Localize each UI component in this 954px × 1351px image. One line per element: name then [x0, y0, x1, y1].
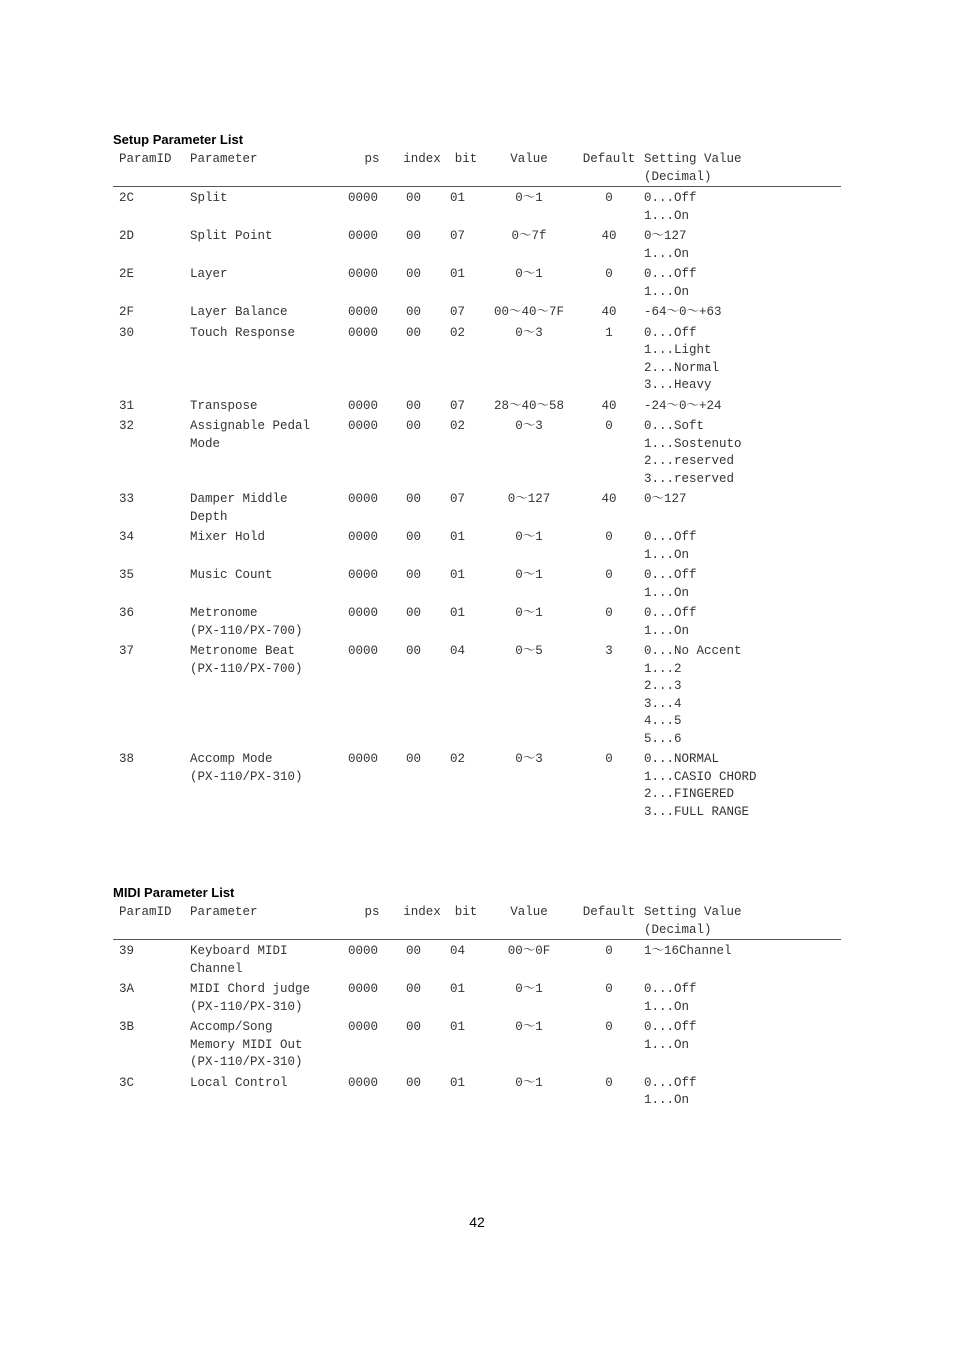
cell-paramid: 35	[119, 568, 135, 582]
cell-ps: 0000	[348, 644, 379, 658]
cell-setting-value: 0...Off 1...On	[644, 1075, 697, 1107]
cell-index: 00	[406, 606, 422, 620]
page-number: 42	[469, 1214, 485, 1230]
cell-setting-value: 0...Off 1...On	[644, 568, 697, 600]
cell-default: 1	[605, 325, 613, 340]
cell-parameter: Layer	[190, 267, 228, 281]
cell-setting-value: 1～16Channel	[644, 944, 732, 958]
table-row	[113, 640, 841, 748]
cell-bit: 02	[450, 752, 466, 766]
cell-default: 0	[605, 530, 613, 544]
cell-ps: 0000	[348, 1075, 379, 1090]
cell-ps: 0000	[348, 1020, 379, 1034]
cell-parameter: Music Count	[190, 568, 273, 582]
header-paramid: ParamID	[113, 902, 190, 940]
cell-parameter: Transpose	[190, 398, 258, 413]
cell-bit: 07	[450, 492, 466, 506]
cell-setting-value: 0...NORMAL 1...CASIO CHORD 2...FINGERED 3...FULL RANGE	[644, 752, 757, 819]
cell-bit: 01	[450, 606, 466, 620]
cell-default: 0	[605, 191, 613, 205]
cell-ps: 0000	[348, 191, 379, 205]
cell-value: 0～1	[515, 191, 543, 205]
cell-ps: 0000	[348, 568, 379, 582]
cell-value: 0～1	[515, 1020, 543, 1034]
cell-paramid: 30	[119, 325, 135, 340]
cell-parameter: MIDI Chord judge (PX-110/PX-310)	[190, 982, 311, 1014]
cell-ps: 0000	[348, 944, 379, 958]
table-header-row	[113, 149, 841, 187]
table-row	[113, 940, 841, 979]
cell-ps: 0000	[348, 606, 379, 620]
header-parameter: Parameter	[190, 902, 348, 940]
cell-bit: 04	[450, 644, 466, 658]
cell-ps: 0000	[348, 325, 379, 340]
cell-parameter: Damper Middle Depth	[190, 492, 288, 524]
cell-index: 00	[406, 944, 422, 958]
cell-value: 0～1	[515, 1075, 543, 1090]
cell-setting-value: -24～0～+24	[644, 398, 722, 413]
cell-paramid: 3A	[119, 982, 135, 996]
cell-ps: 0000	[348, 419, 379, 433]
table-row	[113, 415, 841, 488]
cell-default: 40	[601, 305, 617, 319]
cell-ps: 0000	[348, 398, 379, 413]
table-row	[113, 225, 841, 263]
midi-parameter-table	[113, 902, 841, 1110]
cell-setting-value: 0...Off 1...On	[644, 982, 697, 1014]
table-row	[113, 1072, 841, 1110]
header-paramid: ParamID	[113, 149, 190, 187]
header-default: Default	[574, 902, 644, 940]
header-default: Default	[574, 149, 644, 187]
table-row	[113, 322, 841, 395]
cell-bit: 01	[450, 1020, 466, 1034]
cell-value: 28～40～58	[493, 398, 564, 413]
table-row	[113, 301, 841, 322]
cell-parameter: Local Control	[190, 1075, 288, 1090]
cell-index: 00	[406, 419, 422, 433]
cell-parameter: Touch Response	[190, 325, 296, 340]
cell-bit: 01	[450, 982, 466, 996]
header-value: Value	[484, 149, 574, 187]
cell-bit: 07	[450, 398, 466, 413]
cell-value: 0～5	[515, 644, 543, 658]
cell-paramid: 39	[119, 944, 135, 958]
cell-setting-value: 0...Off 1...On	[644, 267, 697, 299]
cell-setting-value: 0...Off 1...On	[644, 191, 697, 223]
cell-setting-value: 0...Off 1...On	[644, 530, 697, 562]
cell-parameter: Split	[190, 191, 228, 205]
cell-bit: 02	[450, 419, 466, 433]
cell-paramid: 2D	[119, 229, 135, 243]
cell-paramid: 38	[119, 752, 135, 766]
cell-parameter: Assignable Pedal Mode	[190, 419, 311, 451]
cell-paramid: 34	[119, 530, 135, 544]
cell-value: 0～127	[507, 492, 551, 506]
cell-default: 40	[601, 229, 617, 243]
table-row	[113, 488, 841, 526]
cell-bit: 01	[450, 267, 466, 281]
cell-paramid: 2F	[119, 305, 135, 319]
cell-index: 00	[406, 568, 422, 582]
cell-parameter: Accomp/Song Memory MIDI Out (PX-110/PX-310)	[190, 1020, 303, 1069]
cell-index: 00	[406, 191, 422, 205]
cell-default: 0	[605, 606, 613, 620]
setup-table-body	[113, 187, 841, 822]
cell-bit: 01	[450, 568, 466, 582]
header-index: index	[396, 902, 448, 940]
table-row	[113, 602, 841, 640]
cell-value: 0～7f	[511, 229, 547, 243]
cell-paramid: 32	[119, 419, 135, 433]
cell-paramid: 2E	[119, 267, 135, 281]
cell-ps: 0000	[348, 530, 379, 544]
cell-bit: 07	[450, 305, 466, 319]
cell-paramid: 2C	[119, 191, 135, 205]
cell-setting-value: 0～127	[644, 492, 687, 506]
header-index: index	[396, 149, 448, 187]
cell-ps: 0000	[348, 492, 379, 506]
cell-default: 0	[605, 982, 613, 996]
cell-bit: 01	[450, 191, 466, 205]
cell-setting-value: -64～0～+63	[644, 305, 722, 319]
cell-setting-value: 0...Off 1...Light 2...Normal 3...Heavy	[644, 325, 720, 392]
table-row	[113, 263, 841, 301]
cell-ps: 0000	[348, 752, 379, 766]
header-bit: bit	[448, 902, 484, 940]
cell-index: 00	[406, 305, 422, 319]
table-row	[113, 395, 841, 416]
cell-default: 0	[605, 267, 613, 281]
cell-paramid: 3C	[119, 1075, 135, 1090]
cell-parameter: Metronome Beat (PX-110/PX-700)	[190, 644, 303, 676]
table-row	[113, 978, 841, 1016]
cell-setting-value: 0～127 1...On	[644, 229, 690, 261]
table-header-row	[113, 902, 841, 940]
header-value: Value	[484, 902, 574, 940]
cell-default: 40	[601, 398, 617, 413]
cell-index: 00	[406, 492, 422, 506]
cell-default: 0	[605, 752, 613, 766]
setup-parameter-section	[113, 131, 841, 821]
cell-default: 0	[605, 419, 613, 433]
midi-section-title: MIDI Parameter List	[113, 885, 235, 900]
cell-value: 0～3	[515, 325, 543, 340]
cell-bit: 01	[450, 1075, 466, 1090]
header-bit: bit	[448, 149, 484, 187]
cell-default: 3	[605, 644, 613, 658]
cell-ps: 0000	[348, 267, 379, 281]
cell-index: 00	[406, 1075, 422, 1090]
cell-default: 0	[605, 568, 613, 582]
table-row	[113, 748, 841, 821]
cell-value: 0～3	[515, 419, 543, 433]
cell-bit: 01	[450, 530, 466, 544]
cell-value: 0～1	[515, 267, 543, 281]
cell-index: 00	[406, 325, 422, 340]
cell-parameter: Accomp Mode (PX-110/PX-310)	[190, 752, 303, 784]
cell-paramid: 3B	[119, 1020, 135, 1034]
midi-parameter-section	[113, 884, 841, 1110]
cell-value: 0～1	[515, 530, 543, 544]
cell-parameter: Keyboard MIDI Channel	[190, 944, 288, 976]
cell-bit: 04	[450, 944, 466, 958]
cell-setting-value: 0...No Accent 1...2 2...3 3...4 4...5 5...6	[644, 644, 742, 746]
table-row	[113, 187, 841, 226]
cell-bit: 02	[450, 325, 466, 340]
header-ps: ps	[348, 149, 396, 187]
cell-value: 00～0F	[507, 944, 551, 958]
cell-bit: 07	[450, 229, 466, 243]
setup-section-title: Setup Parameter List	[113, 132, 244, 147]
setup-parameter-table	[113, 149, 841, 821]
cell-index: 00	[406, 752, 422, 766]
table-row	[113, 564, 841, 602]
cell-default: 0	[605, 1075, 613, 1090]
table-row	[113, 526, 841, 564]
cell-parameter: Split Point	[190, 229, 273, 243]
cell-setting-value: 0...Soft 1...Sostenuto 2...reserved 3...reserved	[644, 419, 742, 486]
cell-paramid: 37	[119, 644, 135, 658]
cell-value: 0～1	[515, 982, 543, 996]
cell-parameter: Layer Balance	[190, 305, 288, 319]
cell-ps: 0000	[348, 229, 379, 243]
cell-parameter: Metronome (PX-110/PX-700)	[190, 606, 303, 638]
cell-ps: 0000	[348, 305, 379, 319]
cell-index: 00	[406, 398, 422, 413]
cell-index: 00	[406, 1020, 422, 1034]
header-setting-value: Setting Value (Decimal)	[644, 902, 841, 940]
cell-paramid: 33	[119, 492, 135, 506]
cell-paramid: 31	[119, 398, 135, 413]
cell-default: 40	[601, 492, 617, 506]
cell-index: 00	[406, 530, 422, 544]
header-setting-value: Setting Value (Decimal)	[644, 149, 841, 187]
cell-ps: 0000	[348, 982, 379, 996]
cell-paramid: 36	[119, 606, 135, 620]
cell-index: 00	[406, 644, 422, 658]
cell-value: 0～3	[515, 752, 543, 766]
cell-index: 00	[406, 982, 422, 996]
cell-index: 00	[406, 267, 422, 281]
cell-default: 0	[605, 944, 613, 958]
cell-value: 0～1	[515, 568, 543, 582]
cell-value: 00～40～7F	[493, 305, 564, 319]
midi-table-body	[113, 940, 841, 1110]
cell-setting-value: 0...Off 1...On	[644, 1020, 697, 1052]
header-ps: ps	[348, 902, 396, 940]
cell-value: 0～1	[515, 606, 543, 620]
cell-parameter: Mixer Hold	[190, 530, 266, 544]
header-parameter: Parameter	[190, 149, 348, 187]
cell-index: 00	[406, 229, 422, 243]
table-row	[113, 1016, 841, 1072]
cell-setting-value: 0...Off 1...On	[644, 606, 697, 638]
cell-default: 0	[605, 1020, 613, 1034]
